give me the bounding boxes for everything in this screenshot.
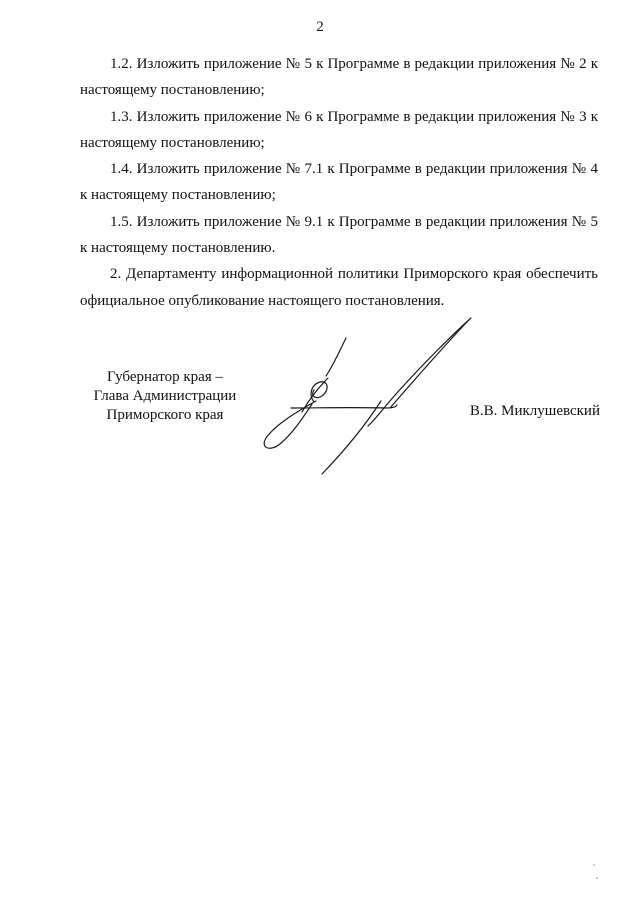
signer-title-line-2: Глава Администрации [93, 388, 237, 404]
scan-specks [592, 862, 600, 882]
signer-name: В.В. Миклушевский [469, 403, 600, 419]
signature-block [80, 368, 600, 508]
page-number: 2 [316, 19, 324, 35]
signer-title [80, 368, 250, 425]
paragraph-2: 2. Департаменту информационной политики Приморского края обеспечить официальное опубликование настоящего постановления. [80, 266, 598, 309]
paragraph-1-3: 1.3. Изложить приложение № 6 к Программе в редакции приложения № 3 к настоящему постановлению; [80, 108, 598, 151]
document-body [80, 51, 598, 314]
paragraph-1-5: 1.5. Изложить приложение № 9.1 к Программе в редакции приложения № 5 к настоящему постановлению. [80, 213, 598, 257]
signer-title-line-1: Губернатор края – [107, 369, 223, 385]
signer-title-line-3: Приморского края [106, 407, 224, 423]
paragraph-1-4: 1.4. Изложить приложение № 7.1 к Программе в редакции приложения № 4 к настоящему постановлению; [80, 161, 598, 204]
paragraph-1-2: 1.2. Изложить приложение № 5 к Программе в редакции приложения № 2 к настоящему постановлению; [80, 56, 598, 99]
handwritten-signature [256, 316, 486, 476]
